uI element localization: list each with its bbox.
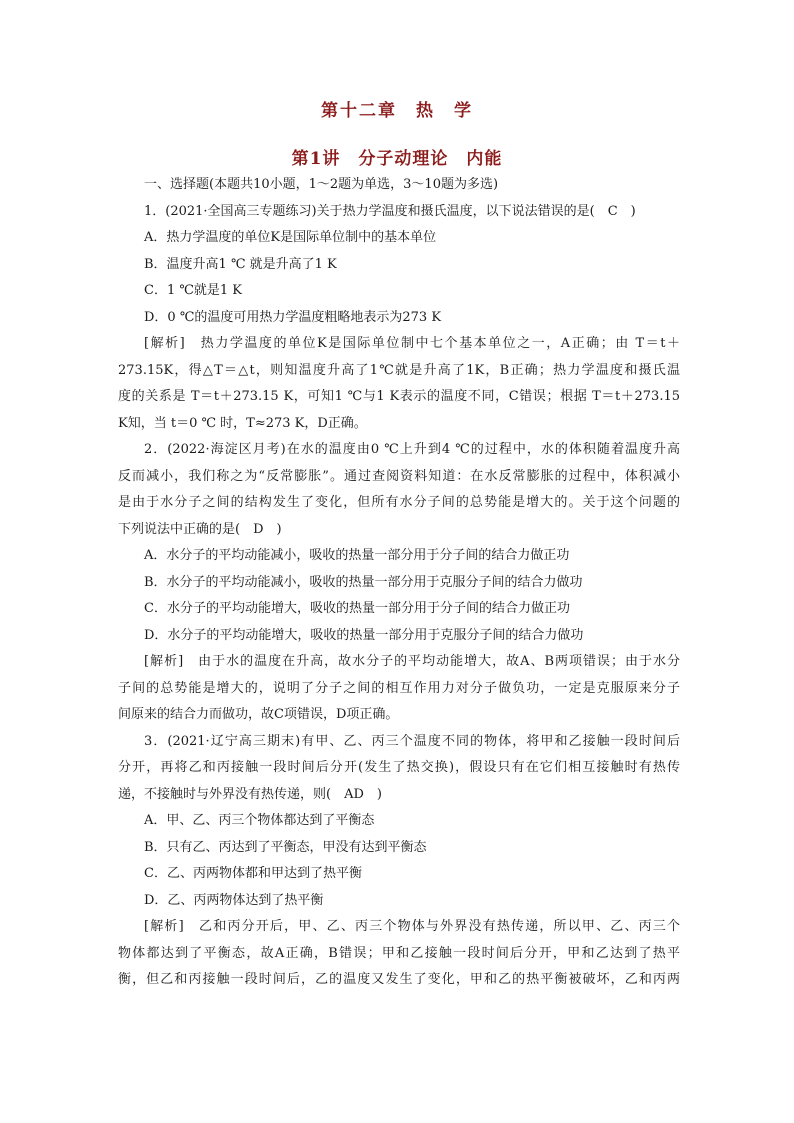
question-2-text: 下列说法中正确的是( xyxy=(118,521,241,537)
question-3-stem-line: 分开，再将乙和丙接触一段时间后分开(发生了热交换)，假设只有在它们相互接触时有热传 xyxy=(118,760,680,775)
question-3-stem-last xyxy=(118,782,680,809)
question-2-stem-line: 反而减小，我们称之为“反常膨胀”。通过查阅资料知道：在水反常膨胀的过程中，体积减小 xyxy=(118,468,680,484)
question-3-option-b: B．只有乙、丙达到了平衡态，甲没有达到平衡态 xyxy=(144,839,427,855)
question-2-analysis-line: [解析] 由于水的温度在升高，故水分子的平均动能增大，故A、B两项错误；由于水分 xyxy=(144,654,680,669)
question-2-stem-line: 2．(2022·海淀区月考)在水的温度由0 ℃上升到4 ℃的过程中，水的体积随着温度升高 xyxy=(144,442,680,457)
section-heading: 一、选择题(本题共10小题，1～2题为单选，3～10题为多选) xyxy=(144,177,499,192)
question-3-analysis-line: [解析] 乙和丙分开后，甲、乙、丙三个物体与外界没有热传递，所以甲、乙、丙三个 xyxy=(144,919,680,934)
question-3-stem-line: 3．(2021·辽宁高三期末)有甲、乙、丙三个温度不同的物体，将甲和乙接触一段时间后 xyxy=(144,733,680,749)
question-2-analysis-line: 子间的总势能是增大的，说明了分子之间的相互作用力对分子做负功，一定是克服原来分子 xyxy=(118,680,680,696)
question-1-analysis-line: 度的关系是 T＝t＋273.15 K，可知1 ℃与1 K表示的温度不同，C错误；根据 T＝t＋273.15 xyxy=(118,389,680,404)
question-3-close: ) xyxy=(376,786,382,802)
chapter-title: 第十二章 热 学 xyxy=(321,101,473,121)
question-1-analysis-line: K知，当 t＝0 ℃ 时，T≈273 K，D正确。 xyxy=(118,415,367,431)
question-1-option-c: C．1 ℃就是1 K xyxy=(144,283,243,298)
question-3-analysis-line: 物体都达到了平衡态，故A正确，B错误；甲和乙接触一段时间后分开，甲和乙达到了热平 xyxy=(118,945,680,961)
question-3-option-c: C．乙、丙两物体都和甲达到了热平衡 xyxy=(144,866,362,881)
question-2-option-d: D．水分子的平均动能增大，吸收的热量一部分用于克服分子间的结合力做功 xyxy=(144,627,584,643)
question-1-stem xyxy=(118,199,680,226)
question-1-option-b: B．温度升高1 ℃ 就是升高了1 K xyxy=(144,256,337,272)
question-2-analysis-line: 间原来的结合力而做功，故C项错误，D项正确。 xyxy=(118,707,399,722)
question-1-answer: C xyxy=(607,203,618,219)
question-1-analysis-line: 273.15K，得△T＝△t，则知温度升高了1℃就是升高了1K，B正确；热力学温度和摄氏温 xyxy=(118,362,680,378)
question-3-analysis-line: 衡，但乙和丙接触一段时间后，乙的温度又发生了变化，甲和乙的热平衡被破坏，乙和丙两 xyxy=(118,972,680,987)
question-3-answer: AD xyxy=(344,786,364,802)
question-2-stem-line: 是由于水分子之间的结构发生了变化，但所有水分子间的总势能是增大的。关于这个问题的 xyxy=(118,495,680,510)
question-2-answer: D xyxy=(253,521,264,537)
question-2-stem-last xyxy=(118,517,680,544)
question-1-option-a: A．热力学温度的单位K是国际单位制中的基本单位 xyxy=(144,230,437,245)
question-2-option-c: C．水分子的平均动能增大，吸收的热量一部分用于分子间的结合力做正功 xyxy=(144,601,570,616)
question-3-option-a: A．甲、乙、丙三个物体都达到了平衡态 xyxy=(144,813,375,828)
question-2-close: ) xyxy=(276,521,282,537)
question-3-text: 递，不接触时与外界没有热传递，则( xyxy=(118,786,332,802)
question-3-option-d: D．乙、丙两物体达到了热平衡 xyxy=(144,892,324,908)
question-1-text: 1．(2021·全国高三专题练习)关于热力学温度和摄氏温度，以下说法错误的是( xyxy=(144,203,595,219)
lesson-title: 第1讲 分子动理论 内能 xyxy=(291,149,503,169)
question-1-analysis-line: [解析] 热力学温度的单位K是国际单位制中七个基本单位之一，A正确；由 T＝t＋ xyxy=(144,336,680,351)
document-body xyxy=(118,172,680,994)
question-2-option-a: A．水分子的平均动能减小，吸收的热量一部分用于分子间的结合力做正功 xyxy=(144,548,570,563)
question-1-option-d: D．0 ℃的温度可用热力学温度粗略地表示为273 K xyxy=(144,309,442,325)
question-1-close: ) xyxy=(630,203,636,219)
question-2-option-b: B．水分子的平均动能减小，吸收的热量一部分用于克服分子间的结合力做功 xyxy=(144,574,583,590)
